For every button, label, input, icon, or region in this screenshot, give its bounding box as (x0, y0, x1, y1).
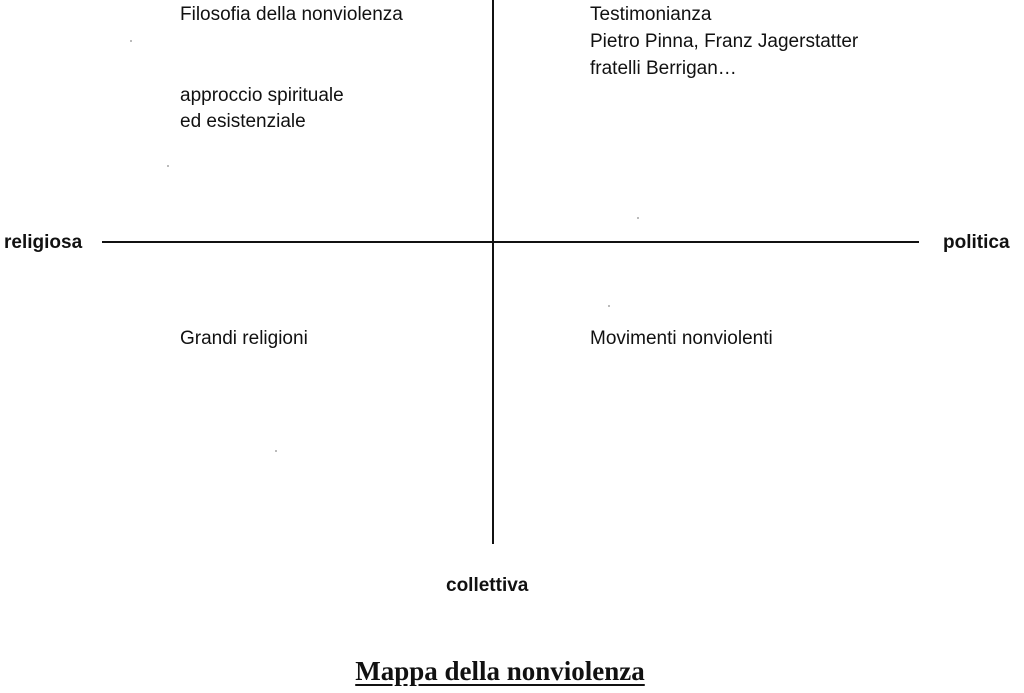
diagram-title-text: Mappa della nonviolenza (355, 656, 645, 686)
axis-label-religiosa: religiosa (4, 232, 83, 253)
scan-speck (275, 450, 277, 452)
scan-speck (167, 165, 169, 167)
diagram-title (0, 655, 1000, 687)
quadrant-top-right-line: Pietro Pinna, Franz Jagerstatter (590, 31, 859, 52)
scan-speck (608, 305, 610, 307)
quadrant-top-left-line: approccio spirituale (180, 85, 344, 106)
horizontal-axis-line (102, 241, 919, 243)
quadrant-bottom-left-line: Grandi religioni (180, 328, 308, 349)
axis-label-politica: politica (943, 232, 1010, 253)
quadrant-top-left-line: ed esistenziale (180, 111, 306, 132)
quadrant-top-right-line: Testimonianza (590, 4, 712, 25)
axis-label-collettiva: collettiva (446, 575, 529, 596)
vertical-axis-line (492, 0, 494, 544)
quadrant-top-right-line: fratelli Berrigan… (590, 58, 737, 79)
quadrant-top-left-heading: Filosofia della nonviolenza (180, 4, 403, 25)
scan-speck (130, 40, 132, 42)
scan-speck (637, 217, 639, 219)
quadrant-bottom-right-line: Movimenti nonviolenti (590, 328, 773, 349)
